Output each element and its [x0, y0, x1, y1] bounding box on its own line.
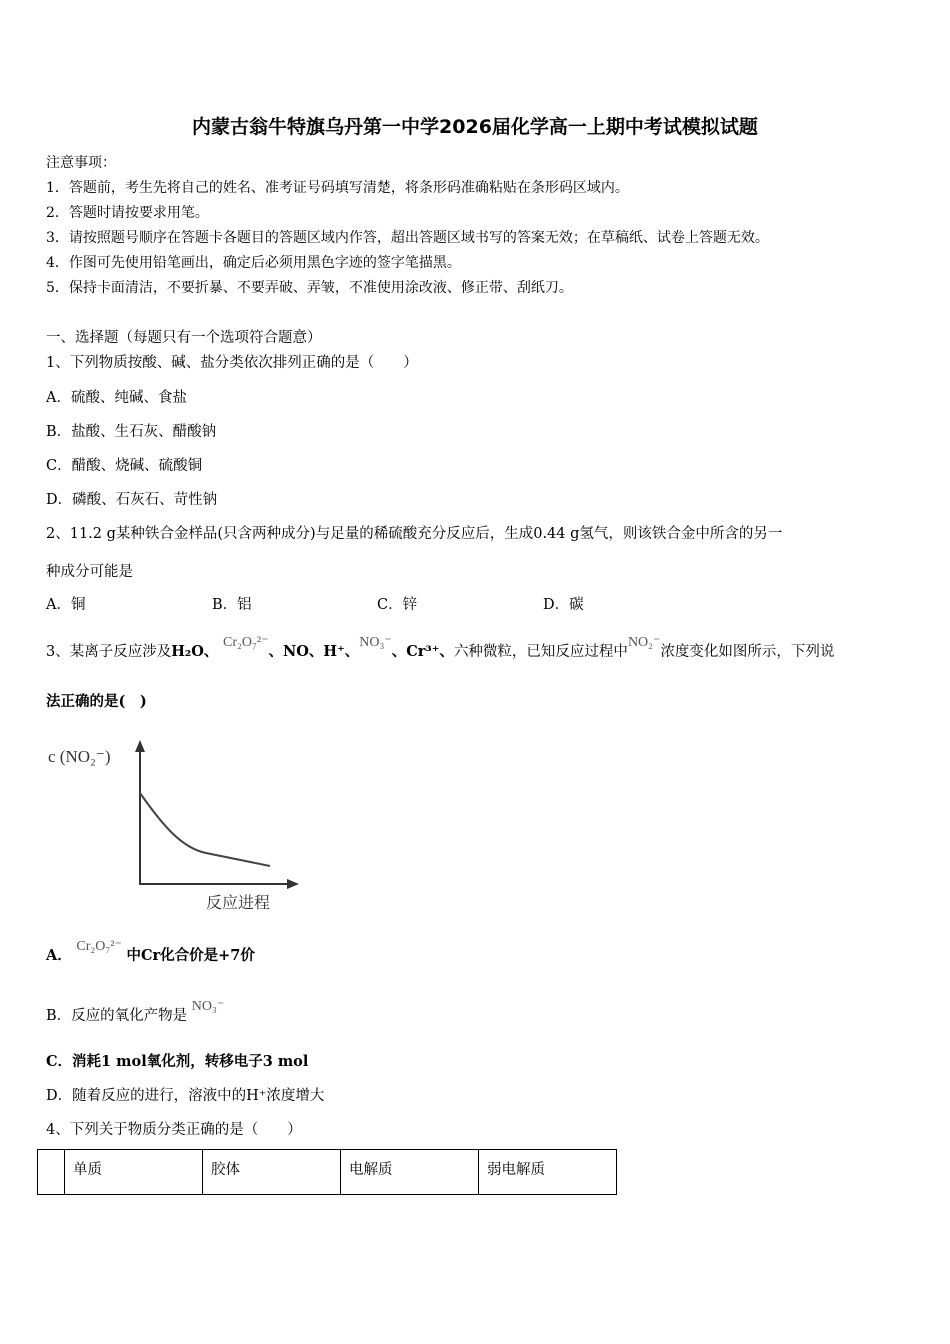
table-header-cell: 电解质	[341, 1150, 479, 1195]
q3-option-a	[46, 938, 255, 965]
q3-cr3: 、Cr³⁺、	[391, 643, 454, 660]
q3-h: 、H⁺、	[308, 643, 360, 660]
q1-option-d: D．磷酸、石灰石、苛性钠	[46, 492, 218, 508]
question-3-stem-cont: 法正确的是( )	[46, 693, 147, 710]
question-4-stem: 4、下列关于物质分类正确的是（ ）	[46, 1122, 302, 1138]
q3-text: 六种微粒，已知反应过程中	[453, 644, 628, 660]
note-item: 3．请按照题号顺序在答题卡各题目的答题区域内作答，超出答题区域书写的答案无效；在草稿纸、试卷上答题无效。	[46, 230, 769, 246]
formula-cr2o7: Cr₂O₇²⁻	[223, 634, 269, 650]
formula-cr2o7: Cr₂O₇²⁻	[76, 938, 122, 954]
formula-no2: NO₂⁻	[627, 634, 661, 650]
q1-option-a: A．硫酸、纯碱、食盐	[46, 390, 187, 406]
y-axis-arrow	[135, 740, 145, 752]
formula-no3: NO₃⁻	[191, 998, 225, 1014]
table-header-cell: 弱电解质	[479, 1150, 617, 1195]
graph-y-label: c (NO₂⁻)	[48, 747, 111, 766]
page-title: 内蒙古翁牛特旗乌丹第一中学2026届化学高一上期中考试模拟试题	[192, 116, 758, 138]
q3-option-d: D．随着反应的进行，溶液中的H⁺浓度增大	[46, 1088, 325, 1104]
question-3-stem	[46, 634, 835, 661]
q3-option-c: C．消耗1 mol氧化剂，转移电子3 mol	[46, 1053, 309, 1070]
graph-x-label: 反应进程	[206, 893, 271, 912]
table-header-cell	[38, 1150, 65, 1195]
q3-no2-text: 、NO	[268, 643, 309, 660]
note-item: 2．答题时请按要求用笔。	[46, 205, 209, 221]
q2-option-d: D．碳	[543, 597, 584, 613]
table-header-row	[38, 1150, 617, 1195]
concentration-curve	[140, 793, 270, 866]
section-heading: 一、选择题（每题只有一个选项符合题意）	[46, 330, 322, 346]
q1-option-c: C．醋酸、烧碱、硫酸铜	[46, 458, 203, 474]
q3-text: 3、某离子反应涉及	[46, 644, 172, 660]
formula-no3: NO₃⁻	[359, 634, 392, 650]
note-item: 5．保持卡面清洁，不要折暴、不要弄破、弄皱，不准使用涂改液、修正带、刮纸刀。	[46, 280, 573, 296]
q3-text: 浓度变化如图所示，下列说	[660, 644, 835, 660]
q3-option-b-text: B．反应的氧化产物是	[46, 1008, 188, 1024]
note-item: 1．答题前，考生先将自己的姓名、准考证号码填写清楚，将条形码准确粘贴在条形码区域内。	[46, 180, 629, 196]
classification-table	[37, 1149, 617, 1195]
question-2-stem: 2、11.2 g某种铁合金样品(只含两种成分)与足量的稀硫酸充分反应后，生成0.44 g氢气，则该铁合金中所含的另一	[46, 526, 783, 542]
notes-heading: 注意事项：	[46, 155, 116, 171]
q3-option-a-text: 中Cr化合价是+7价	[126, 947, 255, 964]
concentration-graph	[46, 738, 306, 918]
q3-option-b	[46, 998, 225, 1025]
table-header-cell: 胶体	[203, 1150, 341, 1195]
question-1-stem: 1、下列物质按酸、碱、盐分类依次排列正确的是（ ）	[46, 355, 418, 371]
q2-option-a: A．铜	[46, 597, 86, 613]
q3-h2o: H₂O、	[171, 643, 219, 660]
question-2-stem-cont: 种成分可能是	[46, 564, 133, 580]
q3-option-a-prefix: A．	[46, 947, 72, 964]
q2-option-b: B．铝	[212, 597, 252, 613]
x-axis-arrow	[287, 879, 299, 889]
table-header-cell: 单质	[65, 1150, 203, 1195]
q2-option-c: C．锌	[377, 597, 418, 613]
note-item: 4．作图可先使用铅笔画出，确定后必须用黑色字迹的签字笔描黑。	[46, 255, 461, 271]
q1-option-b: B．盐酸、生石灰、醋酸钠	[46, 424, 217, 440]
